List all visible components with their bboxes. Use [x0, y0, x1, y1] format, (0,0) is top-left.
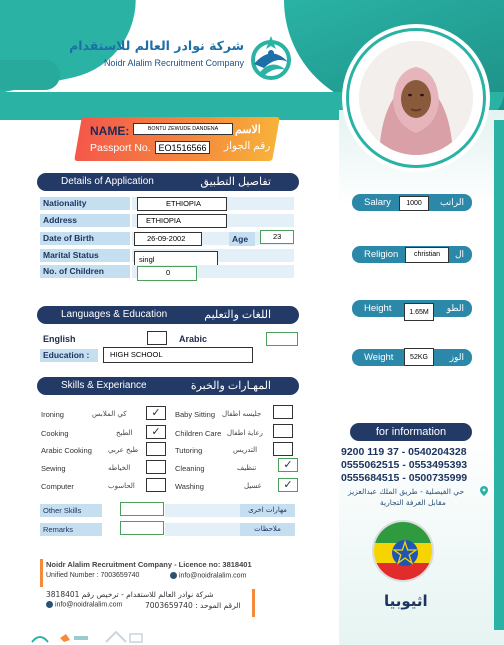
- details-header-en: Details of Application: [61, 176, 154, 187]
- skill-cooking-ar: الطبخ: [116, 429, 133, 437]
- salary-label: Salary: [364, 197, 391, 208]
- footer-email-2: [46, 601, 122, 608]
- weight-value: 52KG: [404, 348, 434, 366]
- skill-arabic-cooking-ar: طبخ عربي: [108, 446, 139, 454]
- phone-line-1: 9200 119 37 - 0540204328: [341, 446, 467, 458]
- ethiopia-flag-icon: [372, 520, 434, 582]
- footer-email-2-text: info@noidralalim.com: [55, 601, 123, 609]
- skill-arabic-cooking-checkbox: [146, 442, 166, 456]
- details-header-ar: تفاصيل التطبيق: [200, 176, 271, 188]
- footer-licence-ar: شركة نوادر العالم للاستقدام - ترخيص رقم 3818401: [46, 590, 214, 599]
- footer-accent-1: [40, 559, 43, 587]
- phone-line-2: 0555062515 - 0553495393: [341, 459, 468, 471]
- education-value: HIGH SCHOOL: [103, 347, 253, 363]
- skill-sewing-label: Sewing: [41, 464, 66, 473]
- nationality-value: ETHIOPIA: [137, 197, 227, 211]
- dob-label: Date of Birth: [40, 232, 130, 245]
- footer-accent-2: [252, 589, 255, 617]
- address-value: ETHIOPIA: [137, 214, 227, 228]
- footer-unified-en: Unified Number : 7003659740: [46, 572, 140, 579]
- footer-unified-ar: الرقم الموحد : 7003659740: [145, 601, 241, 610]
- religion-label: Religion: [364, 249, 399, 260]
- skill-cooking-label: Cooking: [41, 429, 69, 438]
- skill-computer-ar: الحاسوب: [108, 482, 135, 490]
- footer-licence-en: Noidr Alalim Recruitment Company - Licence no: 3818401: [46, 560, 252, 569]
- passport-label: Passport No.: [90, 142, 151, 154]
- address-ar-line-2: مقابل الغرفة التجارية: [380, 498, 446, 507]
- skill-sewing-checkbox: [146, 460, 166, 474]
- marital-status-value: singl: [134, 251, 218, 267]
- height-label: Height: [364, 303, 392, 314]
- skill-ironing-label: Ironing: [41, 410, 64, 419]
- address-label: Address: [40, 214, 130, 227]
- age-value: 23: [260, 230, 294, 244]
- arabic-label: Arabic: [179, 334, 208, 344]
- remarks-label: Remarks: [40, 523, 102, 536]
- other-skills-label: Other Skills: [40, 504, 102, 517]
- country-name-ar: اثيوبيا: [384, 592, 428, 610]
- skill-children-care-checkbox: [273, 424, 293, 438]
- marital-status-label: Marital Status: [40, 249, 130, 262]
- passport-label-ar: رقم الجواز: [224, 140, 271, 152]
- languages-header-en: Languages & Education: [61, 309, 168, 320]
- skill-washing-label: Washing: [175, 482, 204, 491]
- name-label-ar: الاسم: [235, 124, 261, 136]
- height-label-ar: الطو: [446, 303, 464, 313]
- candidate-photo: [359, 41, 473, 155]
- skill-washing-checkbox: ✓: [278, 478, 298, 492]
- religion-value: christian: [405, 247, 449, 263]
- candidate-photo-frame: [346, 28, 486, 168]
- nationality-label: Nationality: [40, 197, 130, 210]
- skill-baby-sitting-checkbox: [273, 405, 293, 419]
- skill-children-care-ar: رعاية اطفال: [227, 429, 263, 437]
- children-value: 0: [137, 266, 197, 281]
- company-name-en: Noidr Alalim Recruitment Company: [103, 58, 244, 68]
- company-name-ar: شركة نوادر العالم للاستقدام: [69, 38, 244, 53]
- partner-logo-2-icon: [104, 630, 144, 644]
- location-pin-icon: [480, 486, 488, 496]
- remarks-ar: ملاحظات: [240, 523, 295, 536]
- height-value: 1.65M: [404, 303, 434, 321]
- english-label: English: [43, 334, 76, 344]
- skill-baby-sitting-ar: جليسه اطفال: [222, 410, 262, 418]
- arabic-checkbox: [266, 332, 298, 346]
- religion-label-ar: ال: [454, 249, 464, 259]
- skill-ironing-ar: كي الملابس: [92, 410, 127, 418]
- company-logo: [69, 34, 306, 82]
- footer-email-1-text: info@noidralalim.com: [179, 572, 247, 580]
- other-skills-ar: مهارات اخرى: [240, 504, 295, 517]
- skill-tutoring-ar: التدريس: [233, 446, 258, 454]
- footer-email-1: [170, 572, 246, 579]
- dob-value: 26-09-2002: [134, 232, 202, 246]
- skill-cleaning-checkbox: ✓: [278, 458, 298, 472]
- skill-computer-label: Computer: [41, 482, 74, 491]
- skill-cleaning-label: Cleaning: [175, 464, 205, 473]
- details-section-header: [37, 173, 299, 191]
- name-value: BONTU ZEWUDE DANDENA: [133, 123, 233, 135]
- english-checkbox: [147, 331, 167, 345]
- passport-value: EO1516566: [155, 141, 210, 154]
- header-wave-accent: [0, 60, 60, 90]
- skill-computer-checkbox: [146, 478, 166, 492]
- weight-label: Weight: [364, 352, 394, 363]
- remarks-box: [120, 521, 164, 535]
- info-header: for information: [350, 423, 472, 441]
- skills-header-ar: المهـارات والخبرة: [190, 380, 271, 392]
- age-label: Age: [229, 232, 255, 246]
- name-label: NAME:: [90, 124, 130, 138]
- right-edge-stripe: [494, 120, 504, 630]
- languages-header-ar: اللغات والتعليم: [204, 309, 271, 321]
- skill-tutoring-checkbox: [273, 442, 293, 456]
- skill-children-care-label: Children Care: [175, 429, 222, 438]
- skill-sewing-ar: الخياطه: [108, 464, 131, 472]
- salary-value: 1000: [399, 196, 429, 211]
- skill-baby-sitting-label: Baby Sitting: [175, 410, 216, 419]
- children-label: No. of Children: [40, 265, 130, 278]
- languages-section-header: [37, 306, 299, 324]
- skill-washing-ar: غسيل: [244, 482, 262, 490]
- skill-cleaning-ar: تنظيف: [237, 464, 257, 472]
- email-icon: [46, 601, 53, 608]
- phone-line-3: 0555684515 - 0500735999: [341, 472, 468, 484]
- weight-label-ar: الوز: [449, 352, 464, 362]
- company-logo-icon: [246, 34, 296, 80]
- other-skills-box: [120, 502, 164, 516]
- email-icon: [170, 572, 177, 579]
- skill-ironing-checkbox: ✓: [146, 406, 166, 420]
- skills-header-en: Skills & Experiance: [61, 380, 147, 391]
- skills-section-header: [37, 377, 299, 395]
- skill-arabic-cooking-label: Arabic Cooking: [41, 446, 92, 455]
- address-ar-line-1: حي الفيصلية - طريق الملك عبدالعزيز: [348, 487, 465, 496]
- skill-cooking-checkbox: ✓: [146, 425, 166, 439]
- salary-label-ar: الراتب: [439, 197, 464, 207]
- skill-tutoring-label: Tutoring: [175, 446, 203, 455]
- partner-logo-icon: [30, 632, 90, 644]
- education-label: Education :: [40, 349, 98, 362]
